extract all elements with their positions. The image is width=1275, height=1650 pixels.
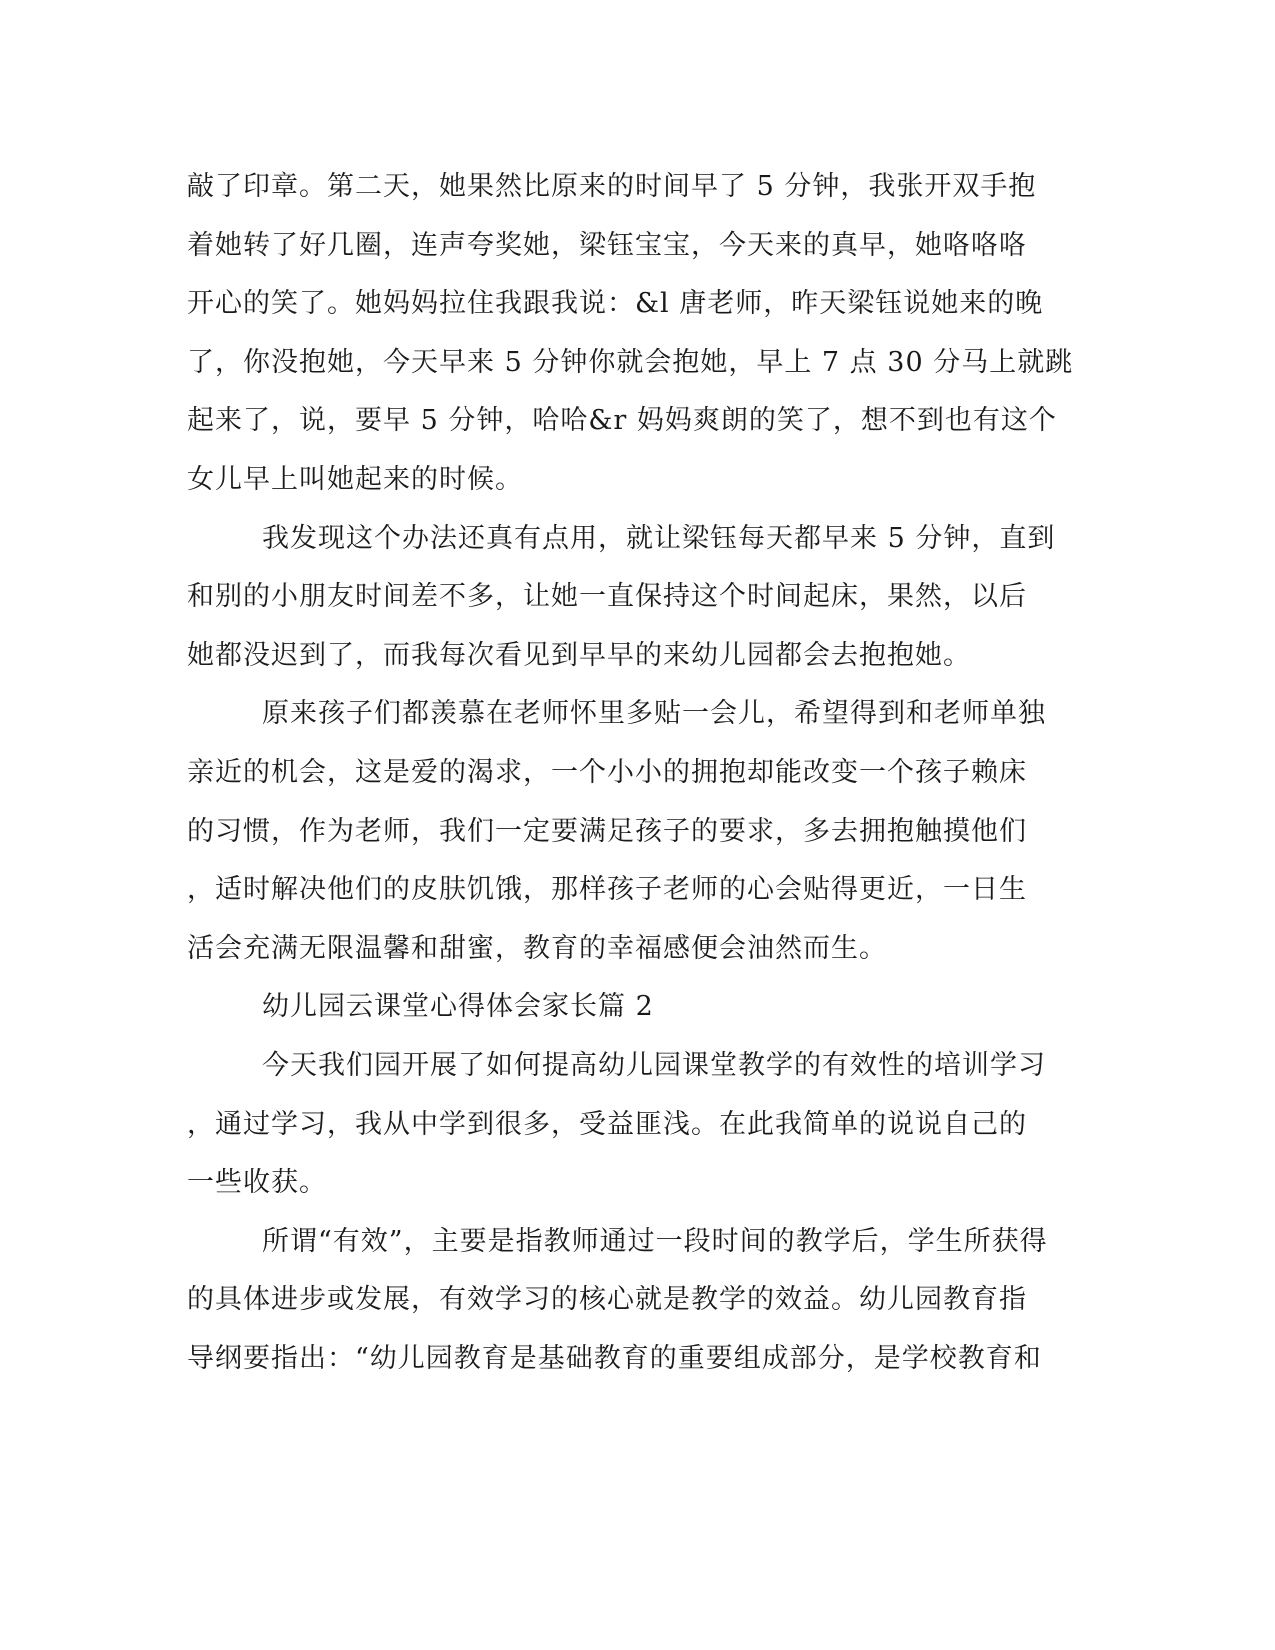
text-line: ，适时解决他们的皮肤饥饿，那样孩子老师的心会贴得更近，一日生 [187, 874, 1027, 906]
text-line: 导纲要指出：“幼儿园教育是基础教育的重要组成部分，是学校教育和 [187, 1342, 1042, 1374]
text-line: 她都没迟到了，而我每次看见到早早的来幼儿园都会去抱抱她。 [187, 639, 971, 671]
paragraph-reflection [187, 685, 1087, 978]
paragraph-effective-definition [187, 1213, 1087, 1389]
text-line: 的习惯，作为老师，我们一定要满足孩子的要求，多去拥抱触摸他们 [187, 815, 1027, 847]
text-line: 一些收获。 [187, 1167, 327, 1199]
text-line: 敲了印章。第二天，她果然比原来的时间早了 5 分钟，我张开双手抱 [187, 171, 1037, 202]
text-line: 今天我们园开展了如何提高幼儿园课堂教学的有效性的培训学习 [262, 1049, 1046, 1081]
text-line: 起来了，说，要早 5 分钟，哈哈&r 妈妈爽朗的笑了，想不到也有这个 [187, 405, 1057, 437]
text-line: 开心的笑了。她妈妈拉住我跟我说：&l 唐老师，昨天梁钰说她来的晚 [187, 288, 1044, 320]
document-body [187, 158, 1087, 1388]
text-line: 了，你没抱她，今天早来 5 分钟你就会抱她，早上 7 点 30 分马上就跳 [187, 346, 1074, 378]
text-line: 女儿早上叫她起来的时候。 [187, 463, 523, 495]
section-title: 幼儿园云课堂心得体会家长篇 2 [262, 991, 654, 1023]
paragraph-method-works [187, 510, 1087, 686]
text-line: 活会充满无限温馨和甜蜜，教育的幸福感便会油然而生。 [187, 932, 887, 964]
text-line: 的具体进步或发展，有效学习的核心就是教学的效益。幼儿园教育指 [187, 1284, 1027, 1316]
text-line: 原来孩子们都羡慕在老师怀里多贴一会儿，希望得到和老师单独 [262, 698, 1046, 730]
text-line: 亲近的机会，这是爱的渴求，一个小小的拥抱却能改变一个孩子赖床 [187, 756, 1027, 788]
section-heading [187, 978, 1087, 1037]
text-line: ，通过学习，我从中学到很多，受益匪浅。在此我简单的说说自己的 [187, 1108, 1027, 1140]
text-line: 我发现这个办法还真有点用，就让梁钰每天都早来 5 分钟，直到 [262, 522, 1056, 554]
text-line: 着她转了好几圈，连声夸奖她，梁钰宝宝，今天来的真早，她咯咯咯 [187, 229, 1027, 261]
text-line: 所谓“有效”，主要是指教师通过一段时间的教学后，学生所获得 [262, 1225, 1048, 1257]
text-line: 和别的小朋友时间差不多，让她一直保持这个时间起床，果然，以后 [187, 581, 1027, 613]
paragraph-training [187, 1037, 1087, 1213]
paragraph-hug-result [187, 158, 1087, 510]
